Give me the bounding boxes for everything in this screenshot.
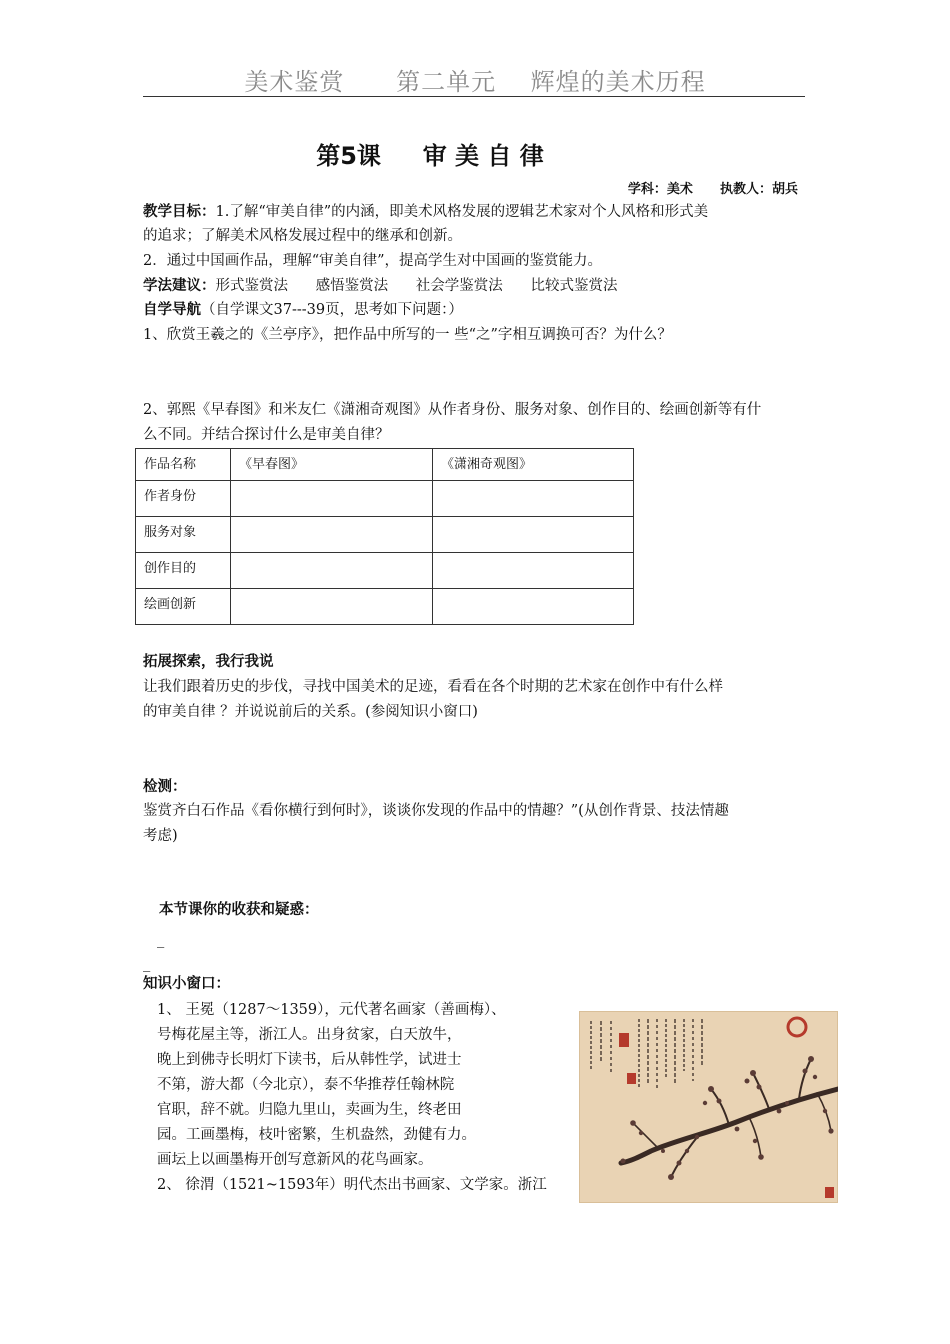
explore-heading: 拓展探索，我行我说 bbox=[143, 654, 274, 670]
knowledge-heading: 知识小窗口： bbox=[143, 976, 230, 992]
methods-line bbox=[143, 274, 617, 298]
seal-icon bbox=[619, 1033, 629, 1047]
knowledge-line: 晚上到佛寺长明灯下读书，后从韩性学，试进士 bbox=[157, 1052, 462, 1068]
objectives-line-2: 的追求；了解美术风格发展过程中的继承和创新。 bbox=[143, 228, 462, 244]
guide-question-1: 1、欣赏王羲之的《兰亭序》，把作品中所写的一 些“之”字相互调换可否？为什么？ bbox=[143, 327, 672, 343]
table-row-label: 绘画创新 bbox=[136, 589, 231, 625]
table-cell bbox=[231, 589, 433, 625]
guide-line bbox=[143, 298, 463, 322]
table-row bbox=[136, 553, 634, 589]
seal-icon bbox=[627, 1073, 636, 1084]
explore-line-2: 的审美自律 ？并说说前后的关系。(参阅知识小窗口) bbox=[143, 704, 478, 720]
subject-teacher-line: 学科：美术 执教人：胡兵 bbox=[627, 182, 798, 197]
table-cell bbox=[231, 517, 433, 553]
table-row bbox=[136, 517, 634, 553]
table-header-cell: 《潇湘奇观图》 bbox=[433, 449, 634, 481]
table-cell bbox=[231, 481, 433, 517]
seal-icon bbox=[825, 1187, 834, 1198]
methods-label: 学法建议： bbox=[143, 278, 216, 294]
objectives-line-1 bbox=[143, 200, 708, 224]
harvest-blank-1: _ bbox=[157, 932, 165, 948]
painting-paper bbox=[579, 1011, 838, 1203]
knowledge-line: 2、 徐渭（1521~1593年）明代杰出书画家、文学家。浙江 bbox=[157, 1177, 547, 1193]
objectives-label: 教学目标： bbox=[143, 204, 216, 220]
objectives-line-3: 2．通过中国画作品，理解“审美自律”，提高学生对中国画的鉴赏能力。 bbox=[143, 253, 603, 269]
test-line-1: 鉴赏齐白石作品《看你横行到何时》，谈谈你发现的作品中的情趣？”(从创作背景、技法情趣 bbox=[143, 803, 729, 819]
guide-label: 自学导航 bbox=[143, 302, 201, 318]
table-cell bbox=[433, 553, 634, 589]
guide-question-2-line-2: 么不同。并结合探讨什么是审美自律？ bbox=[143, 427, 390, 443]
table-cell bbox=[231, 553, 433, 589]
knowledge-line: 1、 王冕（1287～1359），元代著名画家（善画梅）、 bbox=[157, 1002, 506, 1018]
test-line-2: 考虑) bbox=[143, 828, 178, 844]
table-row-label: 服务对象 bbox=[136, 517, 231, 553]
harvest-blank-2: _ bbox=[143, 956, 151, 972]
plum-blossom-painting bbox=[579, 1011, 838, 1203]
knowledge-line: 园。工画墨梅，枝叶密繁，生机盎然，劲健有力。 bbox=[157, 1127, 476, 1143]
comparison-table bbox=[135, 448, 634, 625]
table-cell bbox=[433, 517, 634, 553]
knowledge-line: 官职，辞不就。归隐九里山，卖画为生，终老田 bbox=[157, 1102, 462, 1118]
table-header-cell: 《早春图》 bbox=[231, 449, 433, 481]
header-divider bbox=[143, 96, 805, 97]
table-cell bbox=[433, 589, 634, 625]
harvest-heading: 本节课你的收获和疑惑： bbox=[159, 902, 319, 918]
table-row bbox=[136, 589, 634, 625]
methods-text: 形式鉴赏法 感悟鉴赏法 社会学鉴赏法 比较式鉴赏法 bbox=[215, 278, 618, 294]
unit-header: 美术鉴赏 第二单元 辉煌的美术历程 bbox=[244, 68, 706, 96]
explore-line-1: 让我们跟着历史的步伐，寻找中国美术的足迹，看看在各个时期的艺术家在创作中有什么样 bbox=[143, 679, 723, 695]
objectives-text-1: 1.了解“审美自律”的内涵，即美术风格发展的逻辑艺术家对个人风格和形式美 bbox=[215, 204, 709, 220]
knowledge-line: 号梅花屋主等，浙江人。出身贫家，白天放牛， bbox=[157, 1027, 462, 1043]
test-heading: 检测： bbox=[143, 779, 187, 795]
guide-note: （自学课文37---39页，思考如下问题：） bbox=[201, 302, 463, 318]
knowledge-line: 不第，游大都（今北京），泰不华推荐任翰林院 bbox=[157, 1077, 455, 1093]
guide-question-2-line-1: 2、郭熙《早春图》和米友仁《潇湘奇观图》从作者身份、服务对象、创作目的、绘画创新等有什 bbox=[143, 402, 762, 418]
knowledge-line: 画坛上以画墨梅开创写意新风的花鸟画家。 bbox=[157, 1152, 433, 1168]
lesson-title: 第5课 审 美 自 律 bbox=[316, 142, 544, 170]
table-row-label: 作者身份 bbox=[136, 481, 231, 517]
table-header-cell: 作品名称 bbox=[136, 449, 231, 481]
table-row-label: 创作目的 bbox=[136, 553, 231, 589]
table-header-row bbox=[136, 449, 634, 481]
table-cell bbox=[433, 481, 634, 517]
table-row bbox=[136, 481, 634, 517]
